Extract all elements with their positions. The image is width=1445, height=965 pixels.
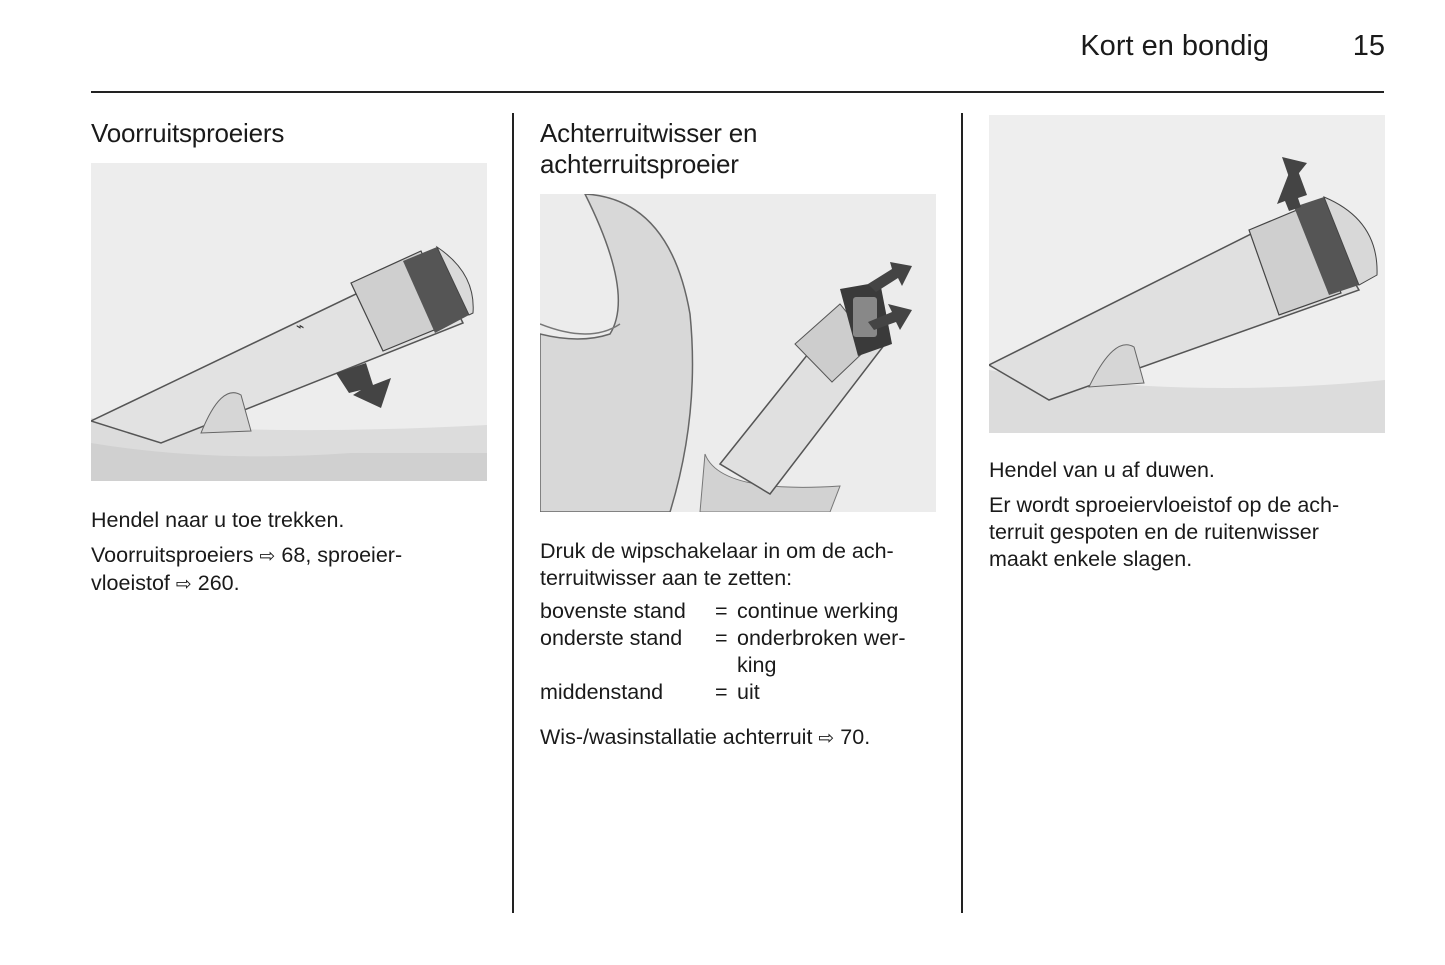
instruction-rocker-switch — [540, 538, 940, 592]
reference-rear-wash — [540, 724, 940, 752]
position-row-bottom — [540, 625, 940, 679]
page-ref-arrow-icon: ⇨ — [818, 728, 835, 749]
figure-rear-wiper — [540, 194, 936, 512]
ref-end: . — [864, 725, 871, 749]
figure-push-lever — [989, 115, 1385, 433]
intro-line-1: Druk de wipschakelaar in om de ach- — [540, 539, 894, 563]
svg-text:⌁: ⌁ — [296, 319, 305, 335]
ref-text-c: vloeistof — [91, 571, 176, 595]
position-label: bovenste stand — [540, 599, 686, 623]
position-label: onderste stand — [540, 626, 683, 650]
section-heading-windscreen-washer: Voorruitsproeiers — [91, 118, 285, 148]
desc-line-1: Er wordt sproeiervloeistof op de ach- — [989, 493, 1340, 517]
ref-text: Wis-/wasinstallatie achterruit — [540, 725, 819, 749]
instruction-push-lever: Hendel van u af duwen. — [989, 458, 1215, 482]
position-value — [737, 625, 940, 679]
equals-sign: = — [715, 626, 728, 650]
intro-line-2: terruitwisser aan te zetten: — [540, 566, 793, 590]
page-ref-arrow-icon: ⇨ — [259, 546, 276, 567]
rear-wiper-switch-icon — [540, 194, 936, 512]
position-row-top — [540, 598, 940, 625]
figure-windscreen-washer — [91, 163, 487, 481]
page-number: 15 — [1352, 30, 1385, 62]
ref-page-68[interactable]: 68 — [281, 543, 306, 567]
page-ref-arrow-icon: ⇨ — [175, 574, 192, 595]
ref-text-d: . — [233, 571, 240, 595]
heading-line-2: achterruitsproeier — [540, 149, 739, 179]
switch-positions-table — [540, 598, 940, 706]
ref-text-b: , sproeier- — [305, 543, 403, 567]
section-heading-rear-wiper — [540, 118, 940, 180]
desc-line-2: terruit gespoten en de ruitenwisser — [989, 520, 1319, 544]
ref-page-70[interactable]: 70 — [840, 725, 865, 749]
column-divider-2 — [961, 113, 963, 913]
column-rear-wiper — [540, 113, 940, 752]
position-value: uit — [737, 680, 760, 704]
desc-line-3: maakt enkele slagen. — [989, 547, 1193, 571]
position-row-middle — [540, 679, 940, 706]
column-windscreen-washer — [91, 113, 491, 598]
wiper-lever-pull-icon — [91, 163, 487, 481]
washer-description — [989, 492, 1389, 573]
equals-sign: = — [715, 599, 728, 623]
running-header-title: Kort en bondig — [1080, 30, 1269, 62]
heading-line-1: Achterruitwisser en — [540, 118, 758, 148]
header-divider — [91, 91, 1384, 93]
reference-paragraph — [91, 542, 491, 598]
ref-text-a: Voorruitsproeiers — [91, 543, 260, 567]
wiper-lever-push-icon — [989, 115, 1385, 433]
position-value-cont: king — [737, 653, 777, 677]
position-value: continue werking — [737, 599, 899, 623]
ref-page-260[interactable]: 260 — [197, 571, 234, 595]
position-value-part: onderbroken wer- — [737, 626, 906, 650]
column-divider-1 — [512, 113, 514, 913]
equals-sign: = — [715, 680, 728, 704]
instruction-pull-lever: Hendel naar u toe trekken. — [91, 508, 345, 532]
position-label: middenstand — [540, 680, 664, 704]
column-push-lever — [989, 113, 1389, 573]
